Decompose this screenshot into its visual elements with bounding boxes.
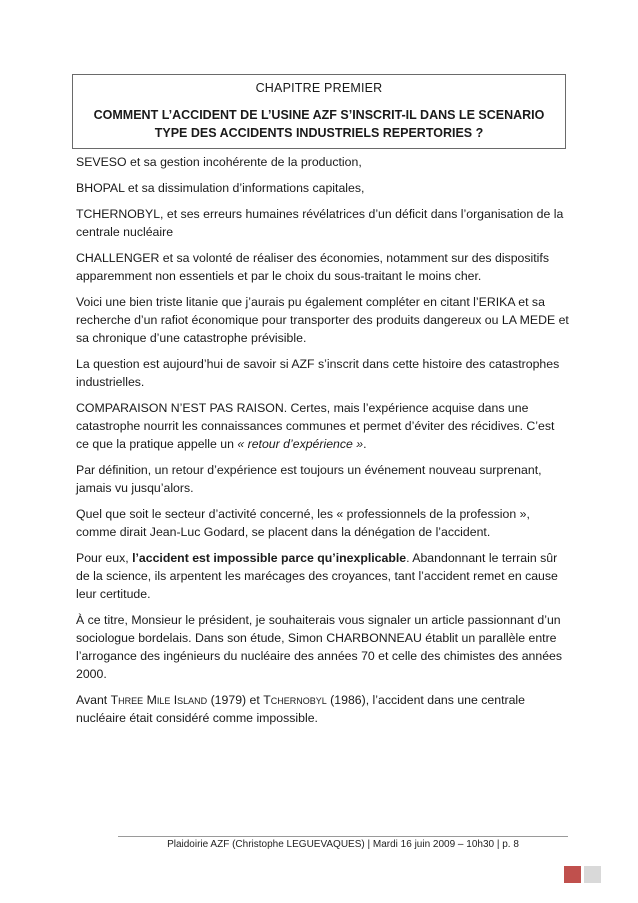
paragraph-question: La question est aujourd’hui de savoir si AZF s’inscrit dans cette histoire des catastrophes industrielles.	[76, 357, 560, 389]
avant-end: (1986), l’accident dans une centrale nucléaire était considéré comme impossible.	[76, 693, 526, 725]
footer-divider	[118, 836, 568, 837]
three-mile-island: Three Mile Island	[110, 693, 208, 707]
comparaison-end: .	[363, 437, 367, 451]
paragraph-a-ce-titre: À ce titre, Monsieur le président, je souhaiterais vous signaler un article passionnant d’un sociologue bordelais. Dans son étude, Simon CHARBONNEAU établit un parallèle entre l’arrogance des ingénieurs du nucléaire des années 70 et celle des chimistes des années 2000.	[76, 613, 563, 681]
paragraph-comparaison	[76, 399, 570, 453]
chapter-heading-box	[72, 74, 566, 149]
paragraph-pour-eux	[76, 549, 570, 603]
pour-eux-start: Pour eux,	[76, 551, 133, 565]
body-text	[76, 153, 570, 735]
corner-accent-grey	[584, 866, 601, 883]
accident-impossible-bold: l’accident est impossible parce qu’inexplicable	[132, 551, 407, 565]
paragraph-bhopal: BHOPAL et sa dissimulation d’informations capitales,	[76, 181, 365, 195]
paragraph-seveso: SEVESO et sa gestion incohérente de la production,	[76, 155, 362, 169]
paragraph-professionnels: Quel que soit le secteur d’activité concerné, les « professionnels de la profession », comme dirait Jean-Luc Godard, se placent dans la dénégation de l’accident.	[76, 507, 530, 539]
retour-experience-italic: « retour d’expérience »	[237, 437, 364, 451]
pour-eux-end: . Abandonnant le terrain sûr de la science, ils arpentent les marécages des croyances, tant l’accident remet en cause leur certitude.	[76, 551, 558, 601]
paragraph-tchernobyl: TCHERNOBYL, et ses erreurs humaines révélatrices d’un déficit dans l’organisation de la centrale nucléaire	[76, 207, 564, 239]
paragraph-challenger: CHALLENGER et sa volonté de réaliser des économies, notamment sur des dispositifs apparemment non essentiels et par le choix du sous-traitant le moins cher.	[76, 251, 549, 283]
comparaison-text: COMPARAISON N’EST PAS RAISON. Certes, mais l’expérience acquise dans une catastrophe nourrit les connaissances communes et permet d’éviter des récidives. C’est ce que la pratique appelle un	[76, 401, 555, 451]
paragraph-avant	[76, 691, 570, 727]
avant-start: Avant	[76, 693, 111, 707]
avant-mid: (1979) et	[207, 693, 264, 707]
page-footer: Plaidoirie AZF (Christophe LEGUEVAQUES) | Mardi 16 juin 2009 – 10h30 | p. 8	[167, 839, 519, 850]
paragraph-litanie: Voici une bien triste litanie que j’aurais pu également compléter en citant l’ERIKA et sa recherche d’un rafiot économique pour transporter des produits dangereux ou LA MEDE et sa chronique d’une catastrophe prévisible.	[76, 295, 569, 345]
tchernobyl-smallcaps: Tchernobyl	[263, 693, 327, 707]
chapter-label: CHAPITRE PREMIER	[255, 81, 383, 95]
paragraph-definition: Par définition, un retour d’expérience est toujours un événement nouveau surprenant, jamais vu jusqu’alors.	[76, 463, 542, 495]
corner-accent-red	[564, 866, 581, 883]
chapter-title: COMMENT L’ACCIDENT DE L’USINE AZF S’INSCRIT-IL DANS LE SCENARIO TYPE DES ACCIDENTS INDUSTRIELS REPERTORIES ?	[93, 108, 545, 140]
